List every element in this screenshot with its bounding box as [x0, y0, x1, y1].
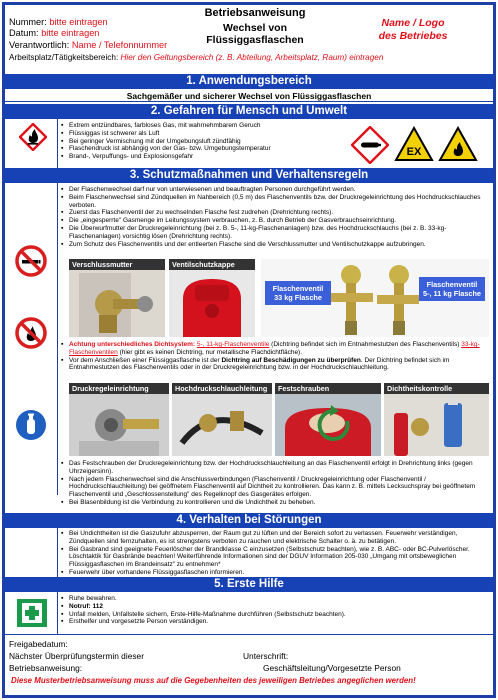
logo-line-2: des Betriebes — [378, 30, 448, 42]
rules-list-a — [61, 186, 491, 248]
rule-item: ▪ Das Festschrauben der Druckregeleinrichtung bzw. der Hochdruckschlauchleitung an das Flaschenventil erfolgt in Drehrichtung links (gegen Uhrzeigersinn). — [61, 460, 491, 476]
photo-festschrauben — [275, 383, 381, 456]
rule-item: ▪ Beim Flaschenwechsel sind Zündquellen im Nahbereich (0,5 m) des Flaschenventils bzw. der Druckregeleinrichtung des Hochdruckschlauches verboten. — [61, 194, 491, 210]
first-aid-icon — [17, 599, 47, 632]
nummer-label: Nummer: — [9, 17, 47, 27]
hazard-item: ▪ Bei geringer Vermischung mit der Umgebungsluft zündfähig — [61, 138, 381, 146]
logo-placeholder — [373, 17, 453, 43]
freigabedatum-label: Freigabedatum: — [9, 639, 68, 649]
photo-ventilschutzkappe — [169, 259, 255, 337]
flaschenventil-33-line2: 33 kg Flasche — [274, 293, 322, 302]
ventilschutzkappe-caption: Ventilschutzkappe — [169, 259, 255, 270]
hochdruckschlauchleitung-caption: Hochdruckschlauchleitung — [172, 383, 272, 394]
flammable-warning-icon — [438, 126, 478, 167]
anwendungsbereich-text: Sachgemäßer und sicherer Wechsel von Flüssiggasflaschen — [5, 90, 493, 102]
unterschrift-label: Unterschrift: — [243, 651, 289, 661]
no-open-flame-icon — [15, 317, 47, 354]
dichtring-item — [61, 357, 491, 373]
rules-list-b — [61, 341, 491, 372]
subtitle-line-2: Flüssiggasflaschen — [206, 34, 304, 46]
dichtring-bold: Dichtring auf Beschädigungen zu überprüfen — [221, 356, 361, 364]
anpassung-hinweis: Diese Musterbetriebsanweisung muss auf die Gegebenheiten des jeweiligen Betriebes angeglichen werden! — [11, 676, 416, 685]
achtung-link-5-11: 5-, 11-kg-Flaschenventile — [196, 341, 270, 348]
photo-verschlussmutter — [69, 259, 165, 337]
hazard-item: ▪ Flüssiggas ist schwerer als Luft — [61, 130, 381, 138]
achtung-link-33: 33-kg-Flaschenventilen — [69, 341, 480, 356]
ex-warning-icon — [394, 126, 434, 167]
achtung-rest: (Dichtring befindet sich im Entnahmestutzen des Flaschenventils) — [269, 341, 460, 348]
photo-dichtheitskontrolle — [384, 383, 489, 456]
hazard-item: ▪ Flaschendruck ist abhängig von der Gas- bzw. Umgebungstemperatur — [61, 145, 381, 153]
achtung-item — [61, 341, 491, 357]
divider — [57, 183, 58, 495]
divider — [5, 634, 493, 635]
verantwortlich-row — [9, 40, 167, 52]
erste-hilfe-item: ▪ Unfall melden, Unfallstelle sichern, Erste-Hilfe-Maßnahme durchführen (Selbstschutz beachten). — [61, 611, 491, 619]
section-4-title: 4. Verhalten bei Störungen — [5, 513, 493, 528]
arbeitsplatz-row — [9, 52, 383, 64]
datum-label: Datum: — [9, 28, 39, 38]
document-title: Betriebsanweisung — [204, 7, 306, 19]
erste-hilfe-list — [61, 595, 491, 626]
erste-hilfe-item: ▪ Ruhe bewahren. — [61, 595, 491, 603]
dichtring-rest: . Der Dichtring befindet sich im Entnahmestutzen des Flaschenventils oder in der Druckregeleinrichtung bzw. in der Hochdruckschlauchleitung. — [69, 356, 450, 372]
section-2-title: 2. Gefahren für Mensch und Umwelt — [5, 104, 493, 119]
no-smoking-icon — [15, 245, 47, 282]
hazard-list — [61, 122, 381, 161]
divider — [57, 592, 58, 634]
erste-hilfe-item: ▪ Ersthelfer und vorgesetzte Person verständigen. — [61, 618, 491, 626]
hazard-item: ▪ Extrem entzündbares, farbloses Gas, mit wahrnehmbarem Geruch — [61, 122, 381, 130]
betriebsanweisung-label: Betriebsanweisung: — [9, 663, 83, 673]
geschaeftsleitung-label: Geschäftsleitung/Vorgesetzte Person — [263, 663, 401, 673]
datum-row — [9, 28, 99, 40]
arbeitsplatz-label: Arbeitsplatz/Tätigkeitsbereich: — [9, 53, 119, 62]
svg-text:EX: EX — [406, 146, 422, 158]
rule-item: ▪ Der Flaschenwechsel darf nur von unterwiesenen und beauftragten Personen durchgeführt werden. — [61, 186, 491, 194]
section-5-title: 5. Erste Hilfe — [5, 577, 493, 592]
druckregeleinrichtung-caption: Druckregeleinrichtung — [69, 383, 169, 394]
rules-list-c — [61, 460, 491, 507]
header — [5, 5, 493, 75]
erste-hilfe-item: ▪ Notruf: 112 — [61, 603, 491, 611]
datum-value: bitte eintragen — [41, 28, 100, 38]
flaschenventil-5-line2: 5-, 11 kg Flasche — [422, 289, 481, 298]
gas-cylinder-ghs-icon — [351, 126, 389, 169]
document-subtitle — [185, 22, 325, 46]
dichtring-text: Vor dem Anschließen einer Flüssiggasflasche ist der — [69, 356, 222, 364]
nummer-value: bitte eintragen — [49, 17, 108, 27]
rule-item: ▪ Nach jedem Flaschenwechsel sind die Anschlussverbindungen (Flaschenventil / Druckregeleinrichtung oder Flaschenventil / Hochdruckschlauchleitung) bei geöffnetem Flaschenventil auf Dichtheit zu kontrollieren. Das kann z. B. mittels Lecksuchspray bei geöffnetem Flaschenventil und „Geschlossenstellung" des Regelknopf des Gasgerätes erfolgen. — [61, 476, 491, 499]
logo-line-1: Name / Logo — [381, 17, 445, 29]
stoerung-item: ▪ Bei Undichtheiten ist die Gaszufuhr abzusperren, der Raum gut zu lüften und der Bereich sofort zu verlassen. Feuerwehr verständigen, Zündquellen sind fernzuhalten, es ist strengstens verboten zu rauchen und elektrische Schalter o. ä. zu betätigen. — [61, 530, 491, 546]
rule-item: ▪ Die Überwurfmutter der Druckregeleinrichtung (bei z. B. 5-, 11-kg-Flaschenanlagen) bzw. des Hochdruckschlauchs (bei z. B. 33-kg-Flaschenanlagen) vorsichtig lösen (Drehrichtung rechts). — [61, 225, 491, 241]
stoerung-item: ▪ Bei Gasbrand sind geeignete Feuerlöscher der Brandklasse C einzusetzen (Selbstschutz beachten), wie z. B. ABC- oder BC-Pulverlöscher. Löschtaktik für Gasbrände beachten! Weiterführende Informationen sind der DGUV Information 205-030 „Umgang mit ortsbeweglichen Flüssiggasflaschen im Brandeinsatz" zu entnehmen* — [61, 546, 491, 569]
photo-hochdruckschlauchleitung — [172, 383, 272, 456]
verantwortlich-value: Name / Telefonnummer — [71, 40, 168, 50]
rule-item: ▪ Zum Schutz des Flaschenventils und der entleerten Flasche sind die Verschlussmutter und Ventilschutzkappe aufzubringen. — [61, 241, 491, 249]
subtitle-line-1: Wechsel von — [223, 22, 287, 34]
verantwortlich-label: Verantwortlich: — [9, 40, 70, 50]
achtung-rest2: (hier gibt es keinen Dichtring, nur metallische Flachdichtfläche). — [117, 348, 303, 356]
rule-item: ▪ Bei Blasenbildung ist die Verbindung zu kontrollieren und die Undichtheit zu beheben. — [61, 499, 491, 507]
nummer-row — [9, 17, 108, 29]
ghs-flame-icon — [19, 123, 47, 156]
flaschenventil-33-line1: Flaschenventil — [272, 284, 324, 293]
gas-cylinder-mandatory-icon — [15, 409, 47, 446]
section-3-title: 3. Schutzmaßnahmen und Verhaltensregeln — [5, 168, 493, 183]
arbeitsplatz-value: Hier den Geltungsbereich (z. B. Abteilung, Arbeitsplatz, Raum) eintragen — [120, 53, 384, 62]
photo-druckregeleinrichtung — [69, 383, 169, 456]
stoerung-item: ▪ Feuerwehr über vorhandene Flüssiggasflaschen informieren. — [61, 569, 491, 577]
verschlussmutter-caption: Verschlussmutter — [69, 259, 165, 270]
achtung-prefix: Achtung unterschiedliches Dichtsystem: — [69, 341, 196, 348]
rule-item: ▪ Zuerst das Flaschenventil der zu wechselnden Flasche fest zudrehen (Drehrichtung rechts). — [61, 209, 491, 217]
rule-item: ▪ Die „eingesperrte" Gasmenge im Leitungssystem verbrauchen, z. B. durch Betrieb der Gasverbrauchseinrichtung. — [61, 217, 491, 225]
festschrauben-caption: Festschrauben — [275, 383, 381, 394]
hazard-item: ▪ Brand-, Verpuffungs- und Explosionsgefahr — [61, 153, 381, 161]
flaschenventil-5-label — [419, 277, 485, 301]
flaschenventil-33-label — [265, 281, 331, 305]
section-1-title: 1. Anwendungsbereich — [5, 74, 493, 89]
naechster-termin-label: Nächster Überprüfungstermin dieser — [9, 651, 144, 661]
divider — [57, 528, 58, 577]
betriebsanweisung-page — [2, 2, 496, 698]
dichtheitskontrolle-caption: Dichtheitskontrolle — [384, 383, 489, 394]
divider — [57, 119, 58, 168]
stoerungen-list — [61, 530, 491, 577]
flaschenventil-5-line1: Flaschenventil — [426, 280, 478, 289]
photo-flaschenventile — [261, 259, 489, 337]
